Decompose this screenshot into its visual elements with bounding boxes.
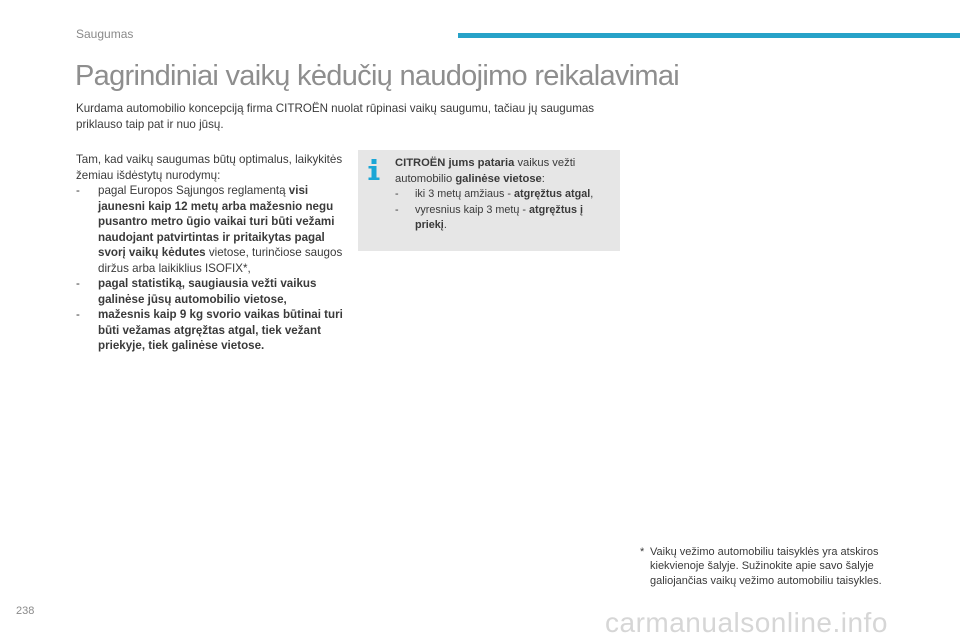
info-text-bold: atgręžtus atgal — [514, 188, 591, 200]
footnote — [640, 545, 910, 588]
info-box — [358, 150, 620, 251]
list-dash: - — [395, 188, 399, 200]
list-dash: - — [76, 308, 80, 321]
info-lead — [395, 156, 612, 187]
list-dash: - — [76, 184, 80, 197]
list-item — [76, 307, 348, 354]
list-item-text — [98, 183, 348, 276]
info-brand: CITROËN jums pataria — [395, 157, 515, 169]
info-text: . — [443, 219, 447, 231]
info-text: vaikus vežti automobilio — [395, 157, 576, 185]
footnote-text: Vaikų vežimo automobiliu taisyklės yra atskiros kiekvienoje šalyje. Sužinokite apie savo šalyje galiojančias vaikų vežimo automobiliu taisykles. — [650, 546, 882, 587]
section-title: Saugumas — [76, 27, 134, 41]
footnote-marker: * — [640, 546, 645, 558]
list-text: pagal Europos Sąjungos reglamentą — [98, 184, 289, 197]
list-item — [76, 183, 348, 276]
info-text: vyresnius kaip 3 metų - — [415, 203, 530, 216]
info-text-bold: atgręžtus į priekį — [415, 203, 584, 231]
watermark: carmanualsonline.info — [605, 607, 888, 638]
info-list-item — [395, 187, 612, 203]
list-text-bold: pagal statistiką, saugiausia vežti vaikus galinėse jūsų automobilio vietose, — [98, 277, 317, 306]
list-dash: - — [76, 277, 80, 290]
intro-paragraph: Kurdama automobilio koncepciją firma CITROËN nuolat rūpinasi vaikų saugumu, tačiau jų saugumas priklauso taip pat ir nuo jūsų. — [76, 102, 595, 131]
page-number: 238 — [16, 605, 35, 617]
info-text-bold: galinėse vietose — [455, 172, 542, 185]
list-dash: - — [395, 203, 399, 216]
requirements-column — [76, 152, 348, 354]
requirements-lead: Tam, kad vaikų saugumas būtų optimalus, laikykitės žemiau išdėstytų nurodymų: — [76, 153, 343, 182]
info-list-item — [395, 203, 612, 234]
info-text: , — [590, 188, 594, 200]
page-title: Pagrindiniai vaikų kėdučių naudojimo reikalavimai — [75, 60, 680, 92]
info-text: : — [541, 172, 545, 185]
info-text: iki 3 metų amžiaus - — [415, 188, 515, 200]
list-text: vietose, turinčiose saugos diržus arba laikiklius ISOFIX*, — [98, 246, 343, 275]
info-list-text — [415, 203, 612, 234]
list-text-bold: mažesnis kaip 9 kg svorio vaikas būtinai turi būti vežamas atgręžtas atgal, tiek vežant priekyje, tiek galinėse vietose. — [98, 308, 343, 352]
list-item — [76, 276, 348, 307]
info-icon — [366, 158, 382, 182]
header-accent-bar — [458, 33, 960, 38]
list-text-bold: visi jaunesni kaip 12 metų arba mažesnio negu pusantro metro ūgio vaikai turi būti vežami naudojant patvirtintas ir pritaikytas pagal svorį vaikų kėdutes — [98, 184, 335, 259]
info-list-text — [415, 187, 612, 203]
